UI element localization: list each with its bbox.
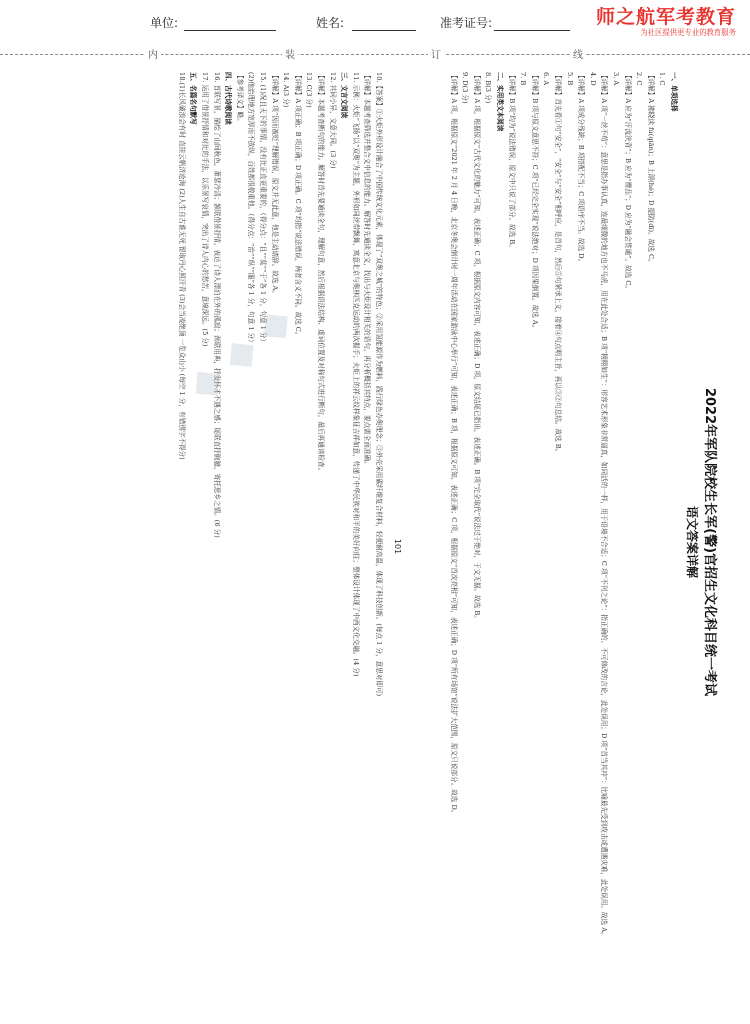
- answer-paragraph: 14. A(3 分): [282, 72, 291, 108]
- dashed-rule: [0, 54, 750, 55]
- section-heading: 一、单项选择: [670, 72, 678, 112]
- name-field[interactable]: [352, 30, 416, 31]
- answer-paragraph: 【详解】A 项正确；B 项正确；D 项正确。C 项“均指”说法错误，两者含义不同。故选 C。: [293, 72, 302, 339]
- section-heading: 四、古代诗歌阅读: [224, 72, 233, 125]
- answer-column-left: [50, 72, 384, 1012]
- answer-paragraph: 1. C: [658, 72, 667, 86]
- answer-paragraph: 4. D: [588, 72, 597, 86]
- answer-paragraph: 10.【答案】①火炬外形设计融合了中国传统文化元素，体现了“双奥之城”的特色；②采用氢能源作为燃料，践行绿色办奥理念；③外壳采用碳纤维复合材料，轻便耐高温，体现了科技创新。(每点 1 分，意思对即可): [375, 72, 383, 697]
- answer-paragraph: (2)他治理地方宽厚而不放纵，百姓都很敬重他。（得分点：“治”“纵”“服”各 1 分，句意 1 分）: [247, 72, 256, 346]
- answer-paragraph: 【详解】A 拂晓读 fú(qiān)；B 上颌(hé)；D 提防(dī)。故选 C。: [646, 72, 655, 266]
- answer-paragraph: 11. 示例：火炬“飞扬”以“双奥”为主题，外形如同丝带飘舞，寓意北京与奥林匹克运动的两次握手；火炬上的祥云纹样象征吉祥如意，传递了中华民族对和平的美好向往；整体设计体现了中西文化交融。(4 分): [351, 72, 360, 677]
- column-right-text: [447, 72, 718, 1012]
- answer-paragraph: 6. A: [542, 72, 551, 86]
- answer-paragraph: 【详解】A 项成分残缺；B 项搭配不当；C 项语序不当。故选 D。: [577, 72, 586, 266]
- column-left-body: [175, 72, 384, 1012]
- answer-paragraph: 3. A: [612, 72, 621, 86]
- ticket-field[interactable]: [494, 30, 570, 31]
- rotated-answer-page: [50, 72, 718, 1012]
- section-heading: 三、文言文阅读: [340, 72, 349, 119]
- answer-paragraph: 8. B(3 分): [484, 72, 493, 104]
- answer-paragraph: 7. B: [519, 72, 528, 86]
- answer-paragraph: 【详解】本题考查断句的能力。解答时首先要通读全句，理解句意，然后根据语法结构、虚词位置及对称句式进行断句，最后再通读检查。: [317, 72, 326, 475]
- name-label: 姓名:: [316, 16, 345, 30]
- unit-label: 单位:: [150, 16, 179, 30]
- answer-paragraph: 9. D(3 分): [461, 72, 470, 104]
- logo-slogan: 为社区提供更专业的教育服务: [640, 28, 736, 37]
- column-left-text: [175, 72, 384, 1012]
- answer-paragraph: 【详解】A 项“因而被贬”理解错误，原文并无此意，他是主动请辞。故选 A。: [270, 72, 279, 297]
- watermark-shape: ◆ ◆ ◆: [179, 296, 301, 410]
- answer-paragraph: 2. C: [635, 72, 644, 86]
- section-heading: 五、名篇名句默写: [189, 72, 198, 125]
- answer-paragraph: 【详解】A 项，根据原文“2021 年 2 月 4 日晚，北京冬奥会倒计时一周年活动在国家游泳中心举行”可知，表述正确；B 项，根据原文可知，表述正确；C 项，根据原文“首次亮相”可知，表述正确；D 项“所有场馆”说法扩大范围，原文只说部分。故选 D。: [449, 72, 458, 817]
- answer-paragraph: 【详解】A 项“一丝不苟”：意思是指办事认真，连最细微的地方也不马虎，用在此处合适；B 项“栩栩如生”：形容艺术形象非常逼真，如同活的一样，用于语境不合适；C 项“不刊之论”：指正确的、不可修改的言论，此处误用；D 项“首当其冲”：比喻最先受到攻击或遭遇灾难，此处误用。故选 A。: [600, 72, 609, 939]
- binding-char-line: 线: [570, 46, 586, 61]
- logo-title: 师之航军考教育: [595, 6, 736, 28]
- binding-char-bind: 装: [282, 46, 298, 61]
- answer-paragraph: 12. 其词小异，文意大同。(3 分): [328, 72, 337, 169]
- answer-paragraph: 【参考译文】略。: [235, 72, 244, 125]
- paper-subtitle: 语文答案详解: [685, 505, 699, 578]
- answer-sheet-header: [0, 0, 750, 42]
- section-heading: 二、实用类文本阅读: [496, 72, 505, 132]
- binding-char-staple: 订: [428, 46, 444, 61]
- answer-paragraph: 【详解】A 项，根据原文“古代文化的魅力”可知，表述正确；C 项，根据原文内容可知，表述正确；D 项，原文结尾已指出，表述正确。B 项“完全取代”说法过于绝对，于文无据。故选 B。: [472, 72, 481, 622]
- paper-title: 2022年军队院校生长军(警)官招生文化科目统一考试: [702, 387, 717, 697]
- answer-paragraph: 【详解】A 应为“汗流浃背”；B 应为“赝品”；D 应为“融会贯通”。故选 C。: [623, 72, 632, 292]
- answer-paragraph: 13. C(3 分): [305, 72, 314, 108]
- answer-paragraph: 【详解】B 项与原文意思不符；C 项“已经完全实现”说法绝对；D 项因果倒置。故选 A。: [530, 72, 539, 332]
- binding-line: [0, 46, 750, 62]
- answer-paragraph: 【详解】B 项“均为”说法错误，原文中只说了部分。故选 B。: [507, 72, 516, 251]
- unit-field[interactable]: [184, 30, 276, 31]
- binding-char-inner: 内: [145, 46, 161, 61]
- brand-logo: [576, 6, 736, 40]
- ticket-label: 准考证号:: [440, 16, 493, 30]
- answer-paragraph: 【详解】首先看①句“安全”，“安全”与“安全”相呼应，是首句，然后⑤句紧承上文，接着④句点明主旨，再以③②句总结。故选 B。: [554, 72, 563, 456]
- page-number-left: 101: [393, 538, 403, 555]
- answer-paragraph: 【详解】本题考查筛选并整合文中信息的能力。解答时先通读全文，找出与火炬设计相关的语句，再分析概括其特点，要点需全面准确。: [363, 72, 372, 468]
- answer-paragraph: 17. 运用了借景抒情和对比的手法，以乐景写哀情，突出了诗人内心的愁苦，意境深远。(5 分): [201, 72, 210, 347]
- answer-paragraph: 5. B: [565, 72, 574, 86]
- answer-paragraph: 16. 首联写景，描绘了山间秋色，萧瑟冷清；颔联借景抒情，表达了诗人漂泊在外的孤寂；颈联用典，抒发怀才不遇之感；尾联直抒胸臆，寄托思乡之情。(6 分): [212, 72, 221, 538]
- answer-paragraph: 15. (1)况且天下的事情，没有比正直更重要的，（得分点：“且”“莫”“于”各 1 分，句意 1 分）: [259, 72, 268, 346]
- column-right-body: [447, 72, 679, 1012]
- answer-paragraph: 18.(1)长风破浪会有时 直挂云帆济沧海 (2)人生自古谁无死 留取丹心照汗青 (3)会当凌绝顶 一览众山小 (每空 1 分，有错别字不得分): [177, 72, 186, 460]
- answer-column-right: [406, 72, 718, 1012]
